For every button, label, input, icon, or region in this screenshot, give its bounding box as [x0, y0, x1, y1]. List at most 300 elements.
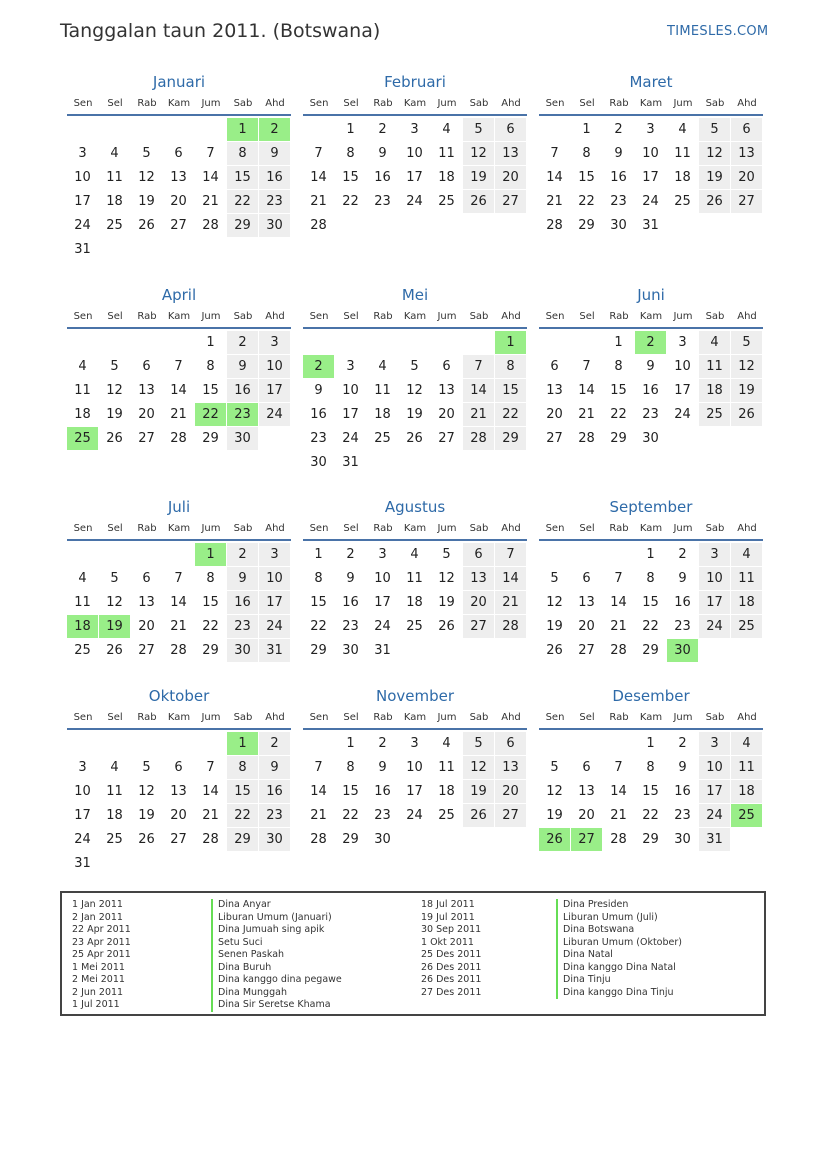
day-cell: 16: [259, 166, 290, 189]
day-cell: 7: [463, 355, 494, 378]
day-cell: 20: [463, 591, 494, 614]
day-cell: 13: [463, 567, 494, 590]
day-grid: [303, 118, 527, 262]
day-cell: 27: [170, 218, 187, 233]
month-oktober: [67, 686, 291, 876]
day-cell: 6: [495, 118, 526, 141]
day-cell: 9: [227, 355, 258, 378]
day-cell: 5: [463, 118, 494, 141]
day-cell: 28: [610, 643, 627, 658]
day-cell: 23: [374, 808, 391, 823]
day-cell: 26: [406, 431, 423, 446]
holiday-day-cell: 26: [539, 828, 570, 851]
day-cell: 11: [731, 756, 762, 779]
legend-date: 30 Sep 2011: [421, 924, 482, 935]
day-cell: 12: [106, 595, 123, 610]
day-cell: 7: [550, 146, 559, 161]
weekday-label: Sel: [343, 522, 359, 534]
day-cell: 30: [674, 832, 691, 847]
day-cell: 3: [78, 760, 87, 775]
day-cell: 14: [463, 379, 494, 402]
weekday-label: Kam: [403, 310, 427, 322]
day-cell: 17: [74, 808, 91, 823]
divider: [539, 539, 763, 541]
day-cell: 24: [74, 832, 91, 847]
day-cell: 1: [346, 122, 355, 137]
day-cell: 19: [138, 194, 155, 209]
day-cell: 6: [174, 146, 183, 161]
day-cell: 4: [442, 736, 451, 751]
month-name: Februari: [384, 73, 446, 91]
day-cell: 10: [674, 359, 691, 374]
day-cell: 7: [314, 146, 323, 161]
legend-date: 1 Jul 2011: [72, 999, 120, 1010]
weekday-label: Sel: [579, 711, 595, 723]
day-grid: [303, 732, 527, 876]
day-cell: 2: [259, 732, 290, 755]
day-cell: 25: [699, 403, 730, 426]
holiday-day-cell: 27: [571, 828, 602, 851]
weekday-label: Jum: [437, 97, 457, 109]
day-cell: 11: [74, 595, 91, 610]
day-cell: 23: [227, 615, 258, 638]
day-cell: 31: [74, 856, 91, 871]
day-cell: 9: [614, 146, 623, 161]
weekday-label: Sen: [545, 522, 565, 534]
holiday-day-cell: 2: [635, 331, 666, 354]
day-cell: 11: [374, 383, 391, 398]
day-cell: 30: [259, 828, 290, 851]
day-cell: 18: [406, 595, 423, 610]
divider: [303, 327, 527, 329]
weekday-label: Ahd: [265, 711, 285, 723]
day-cell: 2: [378, 122, 387, 137]
month-name: Maret: [629, 73, 673, 91]
day-cell: 14: [310, 170, 327, 185]
weekday-label: Jum: [201, 310, 221, 322]
weekday-label: Kam: [639, 310, 663, 322]
day-cell: 20: [438, 407, 455, 422]
day-cell: 17: [699, 591, 730, 614]
day-cell: 12: [438, 571, 455, 586]
day-cell: 29: [310, 643, 327, 658]
weekday-label: Sab: [469, 522, 489, 534]
weekday-label: Sel: [107, 310, 123, 322]
weekday-label: Sen: [73, 97, 93, 109]
legend-names-right: [556, 899, 682, 999]
day-cell: 6: [142, 571, 151, 586]
day-cell: 25: [74, 643, 91, 658]
weekday-label: Jum: [673, 97, 693, 109]
day-cell: 31: [259, 639, 290, 662]
day-cell: 27: [495, 190, 526, 213]
day-cell: 21: [202, 194, 219, 209]
weekday-label: Rab: [609, 310, 629, 322]
day-cell: 4: [78, 571, 87, 586]
month-name: Januari: [152, 73, 206, 91]
day-cell: 4: [731, 732, 762, 755]
day-cell: 9: [259, 142, 290, 165]
day-cell: 12: [546, 784, 563, 799]
day-cell: 19: [438, 595, 455, 610]
day-cell: 11: [699, 355, 730, 378]
day-cell: 17: [406, 170, 423, 185]
day-cell: 1: [314, 547, 323, 562]
day-cell: 20: [731, 166, 762, 189]
day-cell: 8: [614, 359, 623, 374]
holiday-day-cell: 1: [495, 331, 526, 354]
legend-dates-right: [421, 899, 481, 999]
day-cell: 19: [406, 407, 423, 422]
weekday-label: Rab: [137, 97, 157, 109]
day-cell: 20: [578, 808, 595, 823]
day-cell: 24: [699, 615, 730, 638]
day-cell: 17: [74, 194, 91, 209]
month-april: [67, 285, 291, 475]
day-cell: 12: [463, 756, 494, 779]
day-cell: 8: [227, 756, 258, 779]
day-cell: 17: [259, 379, 290, 402]
weekday-label: Sen: [545, 310, 565, 322]
weekday-label: Rab: [609, 522, 629, 534]
day-cell: 11: [438, 146, 455, 161]
day-cell: 14: [170, 383, 187, 398]
month-name: Agustus: [384, 498, 446, 516]
day-cell: 4: [78, 359, 87, 374]
day-cell: 11: [438, 760, 455, 775]
day-cell: 15: [578, 170, 595, 185]
day-cell: 27: [138, 643, 155, 658]
day-cell: 16: [374, 170, 391, 185]
day-cell: 15: [310, 595, 327, 610]
day-cell: 14: [202, 170, 219, 185]
day-cell: 18: [674, 170, 691, 185]
weekday-label: Jum: [673, 711, 693, 723]
day-cell: 23: [342, 619, 359, 634]
day-cell: 19: [463, 780, 494, 803]
day-cell: 12: [546, 595, 563, 610]
holiday-legend: [60, 891, 766, 1016]
day-cell: 26: [138, 832, 155, 847]
legend-dates-left: [72, 899, 131, 1012]
day-cell: 30: [310, 455, 327, 470]
weekday-label: Sel: [107, 97, 123, 109]
day-cell: 13: [546, 383, 563, 398]
day-cell: 17: [674, 383, 691, 398]
day-cell: 23: [674, 619, 691, 634]
day-cell: 19: [138, 808, 155, 823]
day-cell: 23: [610, 194, 627, 209]
day-cell: 20: [495, 780, 526, 803]
legend-date: 27 Des 2011: [421, 986, 482, 998]
day-cell: 27: [463, 615, 494, 638]
day-cell: 1: [614, 335, 623, 350]
day-cell: 28: [310, 218, 327, 233]
weekday-header: [539, 517, 763, 539]
day-cell: 4: [678, 122, 687, 137]
day-cell: 9: [259, 756, 290, 779]
day-cell: 14: [202, 784, 219, 799]
day-cell: 13: [138, 595, 155, 610]
day-cell: 26: [463, 804, 494, 827]
day-cell: 31: [642, 218, 659, 233]
weekday-label: Kam: [167, 97, 191, 109]
day-cell: 13: [495, 142, 526, 165]
day-cell: 8: [314, 571, 323, 586]
day-cell: 31: [74, 242, 91, 257]
day-cell: 26: [463, 190, 494, 213]
legend-date: 19 Jul 2011: [421, 911, 475, 923]
day-cell: 17: [406, 784, 423, 799]
day-cell: 8: [227, 142, 258, 165]
holiday-day-cell: 25: [731, 804, 762, 827]
day-cell: 30: [642, 431, 659, 446]
day-cell: 1: [206, 335, 215, 350]
day-cell: 30: [227, 427, 258, 450]
day-cell: 15: [642, 784, 659, 799]
weekday-label: Rab: [137, 522, 157, 534]
legend-date: 1 Jan 2011: [72, 899, 123, 910]
day-grid: [539, 543, 763, 687]
day-cell: 22: [227, 190, 258, 213]
day-cell: 6: [495, 732, 526, 755]
legend-holiday-name: Dina Presiden: [556, 899, 682, 912]
day-cell: 21: [578, 407, 595, 422]
day-grid: [539, 732, 763, 876]
day-cell: 21: [463, 403, 494, 426]
day-cell: 16: [227, 591, 258, 614]
day-cell: 17: [374, 595, 391, 610]
day-cell: 25: [438, 194, 455, 209]
month-agustus: [303, 497, 527, 687]
day-cell: 5: [731, 331, 762, 354]
month-maret: [539, 72, 763, 262]
legend-holiday-name: Dina Anyar: [211, 899, 342, 912]
day-cell: 31: [342, 455, 359, 470]
weekday-label: Kam: [639, 522, 663, 534]
day-cell: 28: [202, 832, 219, 847]
weekday-label: Rab: [373, 522, 393, 534]
day-cell: 25: [374, 431, 391, 446]
month-november: [303, 686, 527, 876]
day-cell: 12: [138, 170, 155, 185]
day-cell: 26: [106, 431, 123, 446]
day-cell: 28: [202, 218, 219, 233]
weekday-label: Rab: [373, 97, 393, 109]
day-cell: 2: [614, 122, 623, 137]
day-cell: 21: [610, 808, 627, 823]
day-cell: 11: [731, 567, 762, 590]
day-cell: 29: [642, 643, 659, 658]
legend-holiday-name: Dina Jumuah sing apik: [211, 924, 342, 937]
divider: [539, 114, 763, 116]
day-cell: 28: [578, 431, 595, 446]
day-cell: 19: [546, 619, 563, 634]
day-cell: 2: [346, 547, 355, 562]
day-cell: 27: [495, 804, 526, 827]
day-cell: 21: [546, 194, 563, 209]
day-cell: 7: [314, 760, 323, 775]
day-cell: 5: [699, 118, 730, 141]
day-cell: 24: [674, 407, 691, 422]
day-cell: 8: [495, 355, 526, 378]
day-cell: 28: [546, 218, 563, 233]
day-cell: 28: [610, 832, 627, 847]
day-cell: 16: [374, 784, 391, 799]
day-cell: 6: [463, 543, 494, 566]
weekday-label: Kam: [167, 711, 191, 723]
divider: [539, 728, 763, 730]
weekday-label: Sen: [309, 522, 329, 534]
day-cell: 24: [259, 615, 290, 638]
holiday-day-cell: 1: [195, 543, 226, 566]
month-name: Juni: [637, 286, 665, 304]
legend-holiday-name: Liburan Umum (Oktober): [556, 937, 682, 950]
day-cell: 14: [578, 383, 595, 398]
day-cell: 30: [374, 832, 391, 847]
day-cell: 19: [546, 808, 563, 823]
weekday-label: Sab: [469, 711, 489, 723]
day-cell: 8: [646, 571, 655, 586]
day-cell: 3: [346, 359, 355, 374]
day-cell: 21: [495, 591, 526, 614]
day-cell: 21: [610, 619, 627, 634]
day-cell: 10: [699, 756, 730, 779]
day-cell: 14: [310, 784, 327, 799]
weekday-label: Sen: [309, 310, 329, 322]
day-grid: [67, 543, 291, 687]
day-cell: 22: [610, 407, 627, 422]
day-cell: 31: [374, 643, 391, 658]
legend-date: 2 Jun 2011: [72, 986, 124, 998]
day-cell: 29: [578, 218, 595, 233]
divider: [303, 728, 527, 730]
holiday-day-cell: 1: [227, 732, 258, 755]
day-cell: 26: [106, 643, 123, 658]
day-cell: 25: [674, 194, 691, 209]
day-cell: 13: [578, 595, 595, 610]
legend-date: 25 Apr 2011: [72, 949, 131, 960]
day-cell: 30: [259, 214, 290, 237]
day-cell: 2: [678, 547, 687, 562]
weekday-label: Jum: [201, 711, 221, 723]
day-cell: 10: [259, 567, 290, 590]
day-cell: 25: [106, 218, 123, 233]
day-cell: 10: [74, 170, 91, 185]
day-cell: 5: [142, 146, 151, 161]
day-cell: 18: [74, 407, 91, 422]
day-cell: 4: [442, 122, 451, 137]
day-cell: 6: [582, 571, 591, 586]
day-cell: 4: [731, 543, 762, 566]
weekday-label: Sel: [343, 310, 359, 322]
weekday-label: Sel: [343, 97, 359, 109]
weekday-header: [67, 305, 291, 327]
day-cell: 27: [731, 190, 762, 213]
weekday-header: [539, 92, 763, 114]
day-cell: 3: [699, 543, 730, 566]
day-cell: 26: [546, 643, 563, 658]
legend-date: 1 Mei 2011: [72, 961, 125, 973]
month-mei: [303, 285, 527, 475]
day-cell: 27: [138, 431, 155, 446]
day-cell: 5: [550, 760, 559, 775]
weekday-label: Sab: [233, 711, 253, 723]
day-cell: 14: [495, 567, 526, 590]
weekday-header: [539, 305, 763, 327]
legend-holiday-name: Senen Paskah: [211, 949, 342, 962]
day-cell: 24: [259, 403, 290, 426]
day-cell: 24: [699, 804, 730, 827]
day-cell: 23: [259, 804, 290, 827]
day-cell: 4: [410, 547, 419, 562]
day-grid: [67, 118, 291, 262]
day-cell: 5: [550, 571, 559, 586]
day-cell: 18: [438, 170, 455, 185]
day-cell: 20: [170, 194, 187, 209]
day-cell: 13: [170, 784, 187, 799]
day-cell: 22: [202, 619, 219, 634]
day-cell: 8: [582, 146, 591, 161]
day-grid: [303, 543, 527, 687]
legend-date: 25 Des 2011: [421, 949, 482, 960]
day-cell: 14: [610, 595, 627, 610]
weekday-label: Sen: [73, 522, 93, 534]
brand-link[interactable]: TIMESLES.COM: [667, 24, 769, 39]
day-cell: 24: [642, 194, 659, 209]
weekday-label: Ahd: [501, 711, 521, 723]
day-cell: 29: [202, 643, 219, 658]
day-cell: 9: [378, 146, 387, 161]
day-grid: [303, 331, 527, 475]
day-cell: 30: [610, 218, 627, 233]
legend-holiday-name: Liburan Umum (Januari): [211, 912, 342, 925]
day-cell: 9: [314, 383, 323, 398]
holiday-day-cell: 23: [227, 403, 258, 426]
day-cell: 11: [106, 170, 123, 185]
day-cell: 29: [202, 431, 219, 446]
month-name: Oktober: [148, 687, 210, 705]
day-cell: 16: [259, 780, 290, 803]
divider: [67, 539, 291, 541]
day-cell: 7: [206, 760, 215, 775]
weekday-label: Sab: [233, 522, 253, 534]
day-cell: 13: [578, 784, 595, 799]
day-cell: 28: [463, 427, 494, 450]
day-cell: 23: [642, 407, 659, 422]
day-cell: 27: [546, 431, 563, 446]
weekday-label: Sab: [233, 97, 253, 109]
weekday-label: Sen: [545, 97, 565, 109]
day-cell: 20: [138, 619, 155, 634]
day-grid: [67, 331, 291, 475]
weekday-label: Kam: [403, 711, 427, 723]
day-cell: 3: [678, 335, 687, 350]
day-cell: 29: [642, 832, 659, 847]
page-title: Tanggalan taun 2011. (Botswana): [60, 20, 381, 42]
weekday-header: [303, 706, 527, 728]
weekday-label: Sab: [233, 310, 253, 322]
day-cell: 13: [731, 142, 762, 165]
weekday-header: [303, 517, 527, 539]
weekday-label: Sen: [309, 711, 329, 723]
day-cell: 29: [227, 214, 258, 237]
day-cell: 25: [731, 615, 762, 638]
day-cell: 15: [227, 166, 258, 189]
day-cell: 8: [206, 359, 215, 374]
day-cell: 3: [699, 732, 730, 755]
weekday-label: Kam: [403, 97, 427, 109]
